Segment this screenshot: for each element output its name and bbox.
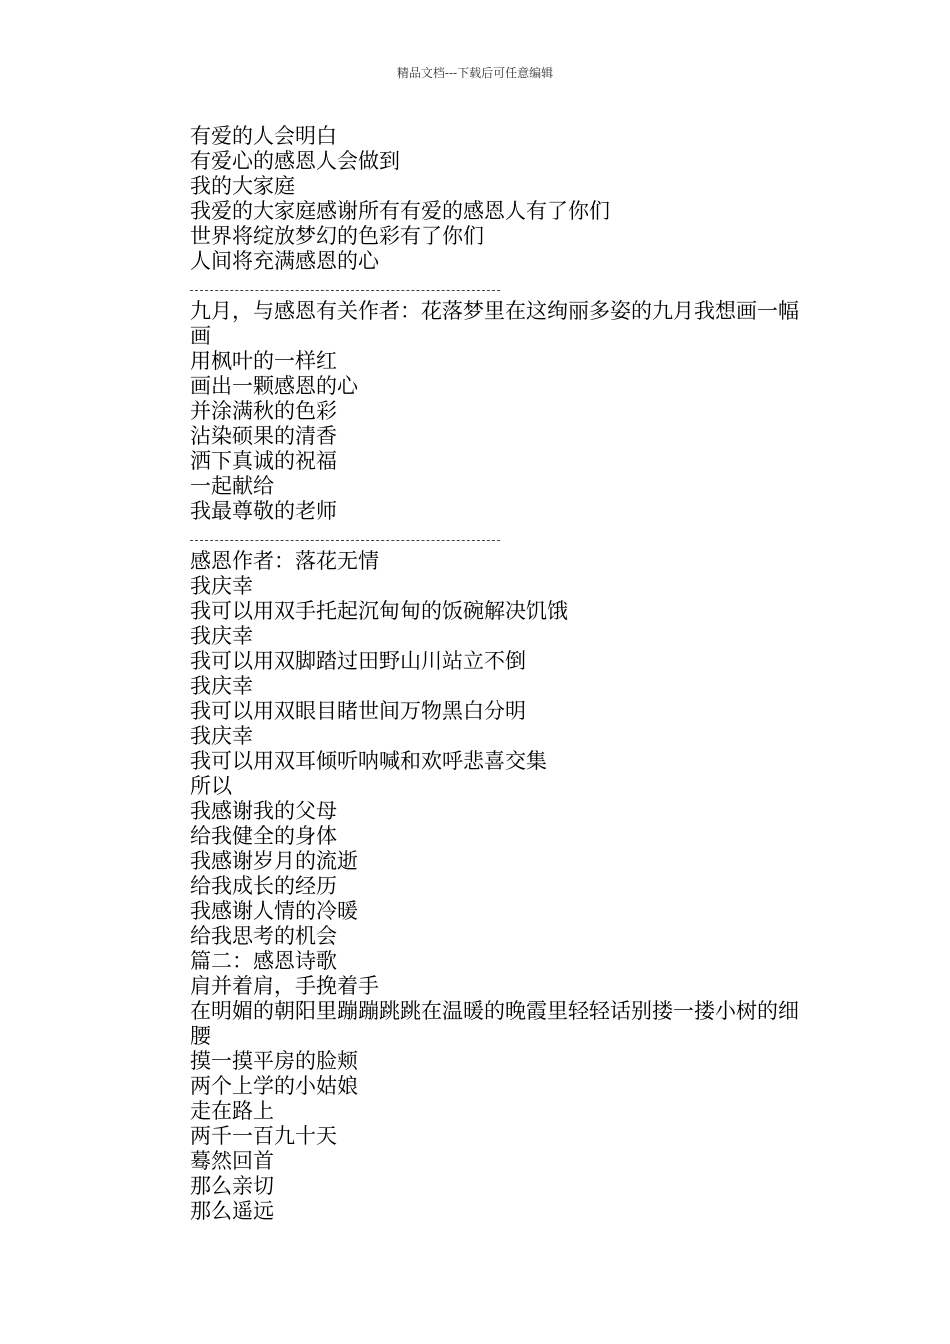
text-line: 沾染硕果的清香 — [190, 424, 337, 448]
text-line: 用枫叶的一样红 — [190, 349, 337, 373]
text-line: 我可以用双耳倾听呐喊和欢呼悲喜交集 — [190, 749, 547, 773]
text-line: 蓦然回首 — [190, 1149, 274, 1173]
text-line: 洒下真诚的祝福 — [190, 449, 337, 473]
section-divider — [190, 274, 810, 299]
text-line: 给我思考的机会 — [190, 924, 337, 948]
text-line: 那么遥远 — [190, 1199, 274, 1223]
text-line: 我可以用双眼目睹世间万物黑白分明 — [190, 699, 526, 723]
text-line: 并涂满秋的色彩 — [190, 399, 337, 423]
text-line: 我感谢我的父母 — [190, 799, 337, 823]
text-line: 我感谢岁月的流逝 — [190, 849, 358, 873]
text-line: 在明媚的朝阳里蹦蹦跳跳在温暖的晚霞里轻轻话别搂一搂小树的细腰 — [190, 999, 799, 1048]
section-divider — [190, 524, 810, 549]
document-body — [145, 124, 810, 1224]
text-line: 两个上学的小姑娘 — [190, 1074, 358, 1098]
text-line: 走在路上 — [190, 1099, 274, 1123]
text-line: 我庆幸 — [190, 674, 253, 698]
text-line: 摸一摸平房的脸颊 — [190, 1049, 358, 1073]
text-line: 两千一百九十天 — [190, 1124, 337, 1148]
text-line: 我的大家庭 — [190, 174, 295, 198]
text-line: 感恩作者：落花无情 — [190, 549, 379, 573]
text-line: 九月，与感恩有关作者：花落梦里在这绚丽多姿的九月我想画一幅画 — [190, 299, 799, 348]
text-line: 篇二：感恩诗歌 — [190, 949, 337, 973]
text-line: 画出一颗感恩的心 — [190, 374, 358, 398]
text-line: 我庆幸 — [190, 724, 253, 748]
text-line: 我可以用双脚踏过田野山川站立不倒 — [190, 649, 526, 673]
text-line: 有爱的人会明白 — [190, 124, 337, 148]
text-line: 我最尊敬的老师 — [190, 499, 337, 523]
text-line: 我庆幸 — [190, 574, 253, 598]
text-line: 所以 — [190, 774, 232, 798]
text-line: 世界将绽放梦幻的色彩有了你们 — [190, 224, 484, 248]
text-line: 肩并着肩，手挽着手 — [190, 974, 379, 998]
page-header: 精品文档---下载后可任意编辑 — [396, 66, 554, 80]
text-line: 我感谢人情的冷暖 — [190, 899, 358, 923]
text-line: 一起献给 — [190, 474, 274, 498]
text-line: 给我健全的身体 — [190, 824, 337, 848]
text-line: 给我成长的经历 — [190, 874, 337, 898]
text-line: 人间将充满感恩的心 — [190, 249, 379, 273]
text-line: 我庆幸 — [190, 624, 253, 648]
text-line: 有爱心的感恩人会做到 — [190, 149, 400, 173]
text-line: 我可以用双手托起沉甸甸的饭碗解决饥饿 — [190, 599, 568, 623]
text-line: 我爱的大家庭感谢所有有爱的感恩人有了你们 — [190, 199, 610, 223]
text-line: 那么亲切 — [190, 1174, 274, 1198]
